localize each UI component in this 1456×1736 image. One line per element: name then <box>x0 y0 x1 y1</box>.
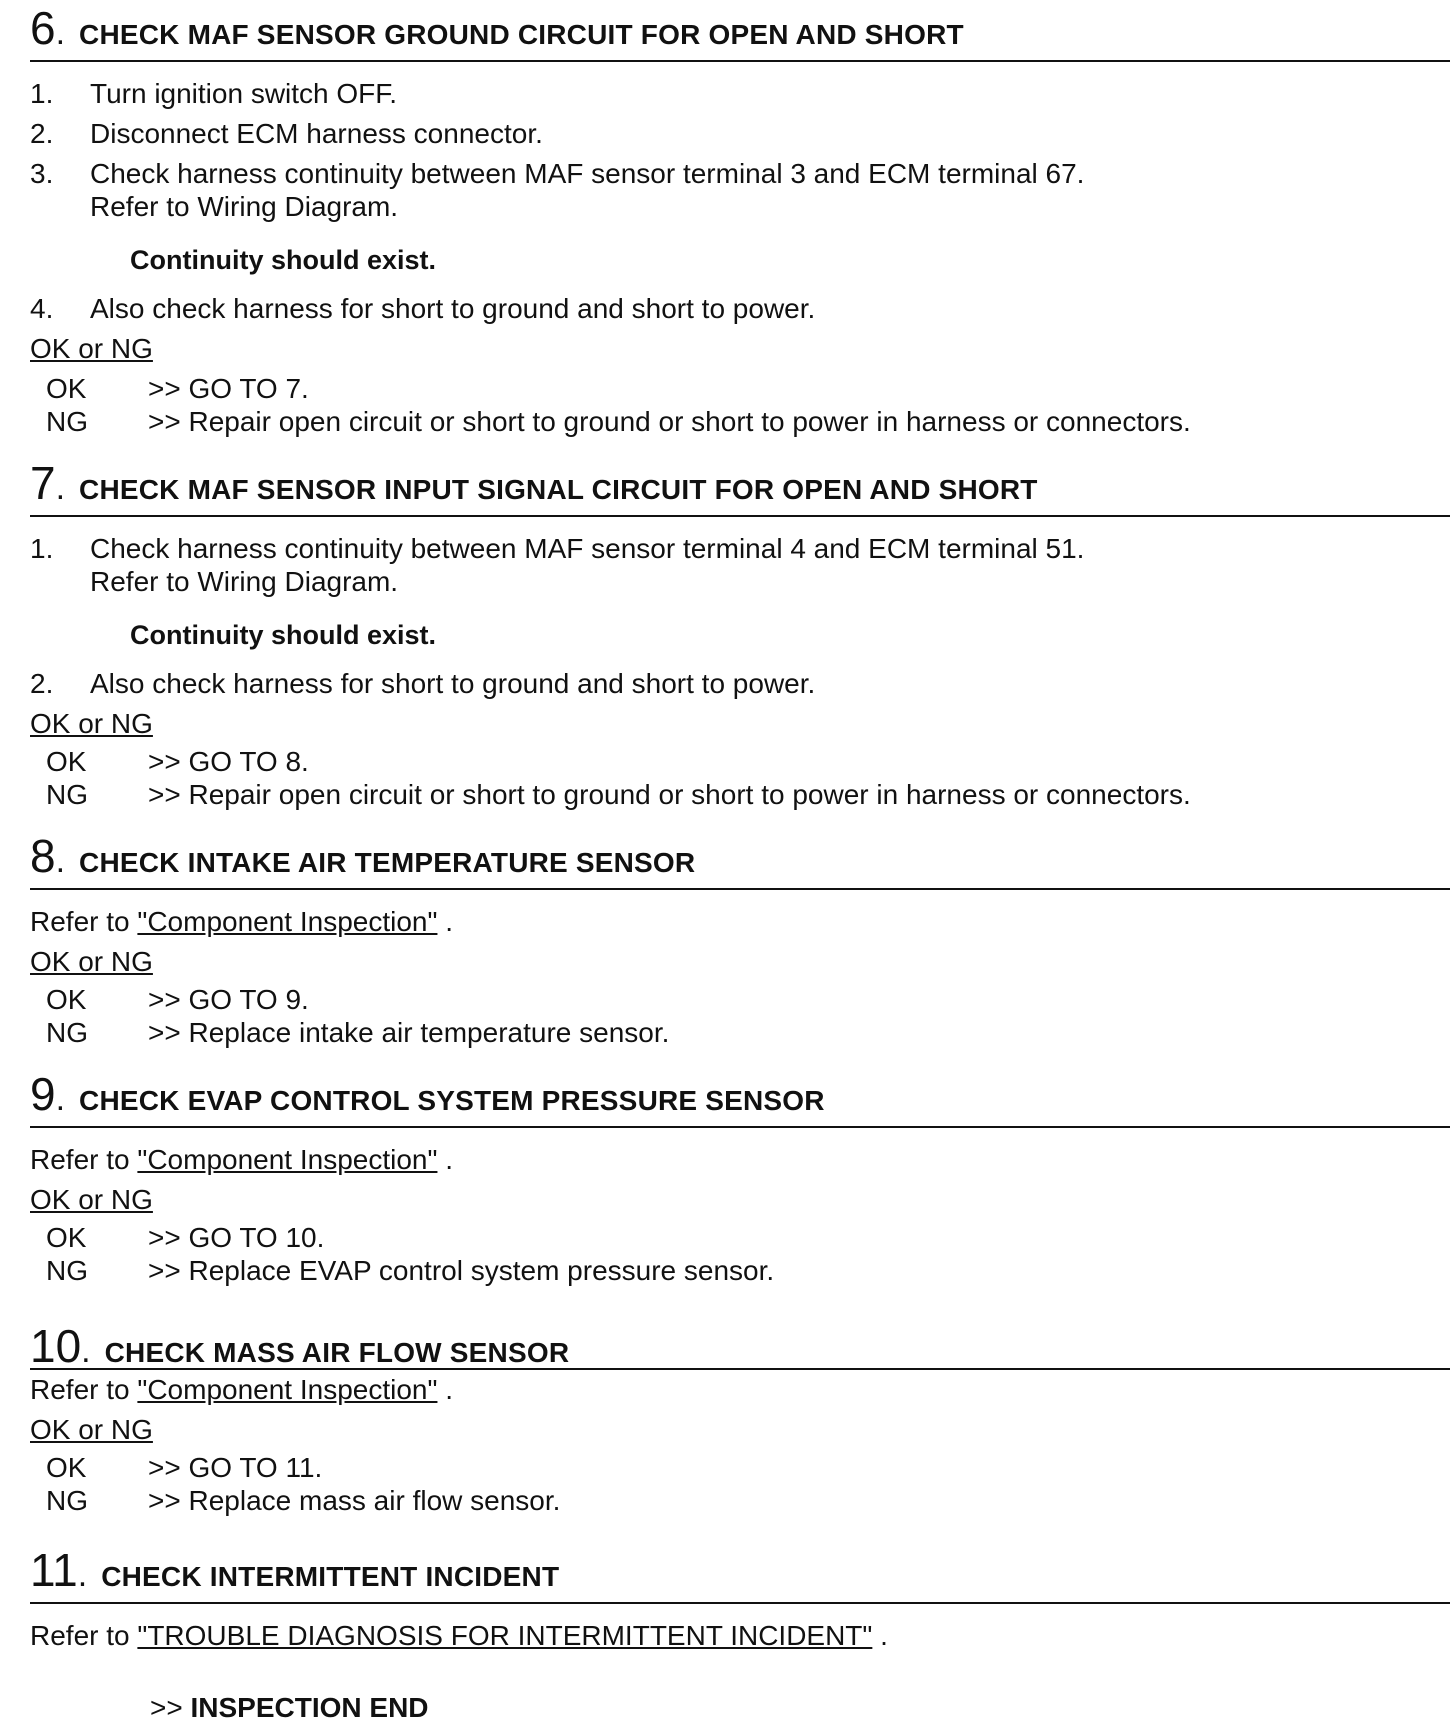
step-8-header: 8 . CHECK INTAKE AIR TEMPERATURE SENSOR <box>30 828 1450 890</box>
step-number: 11 <box>30 1544 78 1596</box>
step-8: 8 . CHECK INTAKE AIR TEMPERATURE SENSOR Refer to "Component Inspection" . OK or NG OK >> GO TO 9. NG >> Replace intake air temperature sensor. <box>30 828 1450 890</box>
step-number: 7 <box>30 457 56 509</box>
step-number: 9 <box>30 1068 56 1120</box>
component-inspection-link[interactable]: "Component Inspection" <box>137 1374 438 1405</box>
refer-line: Refer to "Component Inspection" . <box>30 1374 454 1405</box>
step-title: CHECK INTERMITTENT INCIDENT <box>101 1561 560 1592</box>
ok-or-ng-label: OK or NG <box>30 333 153 364</box>
step-11-header: 11 . CHECK INTERMITTENT INCIDENT <box>30 1542 1450 1604</box>
step-number: 10 <box>30 1320 82 1372</box>
step-7-header: 7 . CHECK MAF SENSOR INPUT SIGNAL CIRCUIT FOR OPEN AND SHORT <box>30 455 1450 517</box>
step-6-header: 6 . CHECK MAF SENSOR GROUND CIRCUIT FOR OPEN AND SHORT <box>30 0 1450 62</box>
step-9-header: 9 . CHECK EVAP CONTROL SYSTEM PRESSURE SENSOR <box>30 1066 1450 1128</box>
ok-or-ng-label: OK or NG <box>30 1414 153 1445</box>
step-9: 9 . CHECK EVAP CONTROL SYSTEM PRESSURE SENSOR Refer to "Component Inspection" . OK or NG OK >> GO TO 10. NG >> Replace EVAP control system pressure sensor. <box>30 1066 1450 1128</box>
step-7: 7 . CHECK MAF SENSOR INPUT SIGNAL CIRCUIT FOR OPEN AND SHORT 1. Check harness continuity between MAF sensor terminal 4 and ECM terminal 51. Refer to Wiring Diagram. Continuity should exist. 2. Also check harness for short to ground and short to power. OK or NG OK >> GO TO 8. NG >> Repair open circuit or short to ground or short to power in harness or connectors. <box>30 455 1450 517</box>
step-11 <box>30 1542 1450 1651</box>
ok-or-ng-label: OK or NG <box>30 1184 153 1215</box>
step-6: 6 . CHECK MAF SENSOR GROUND CIRCUIT FOR OPEN AND SHORT 1. Turn ignition switch OFF. 2. Disconnect ECM harness connector. 3. Check harness continuity between MAF sensor terminal 3 and ECM terminal 67. Refer to Wiring Diagram. Continuity should exist. 4. Also check harness for short to ground and short to power. OK or NG OK >> GO TO 7. NG >> Repair open circuit or short to ground or short to power in harness or connectors. <box>30 0 1450 62</box>
step-title: CHECK MAF SENSOR INPUT SIGNAL CIRCUIT FOR OPEN AND SHORT <box>79 474 1038 505</box>
step-title: CHECK EVAP CONTROL SYSTEM PRESSURE SENSOR <box>79 1085 825 1116</box>
step-title: CHECK MASS AIR FLOW SENSOR <box>104 1337 570 1368</box>
refer-line: Refer to "TROUBLE DIAGNOSIS FOR INTERMITTENT INCIDENT" . <box>30 1620 888 1651</box>
inspection-end: >> INSPECTION END <box>150 1692 429 1723</box>
ok-or-ng-label: OK or NG <box>30 946 153 977</box>
step-number: 6 <box>30 2 56 54</box>
refer-line: Refer to "Component Inspection" . <box>30 1144 454 1175</box>
step-title: CHECK INTAKE AIR TEMPERATURE SENSOR <box>79 847 696 878</box>
refer-line: Refer to "Component Inspection" . <box>30 906 454 937</box>
intermittent-incident-link[interactable]: "TROUBLE DIAGNOSIS FOR INTERMITTENT INCIDENT" <box>137 1620 873 1651</box>
component-inspection-link[interactable]: "Component Inspection" <box>137 906 438 937</box>
component-inspection-link[interactable]: "Component Inspection" <box>137 1144 438 1175</box>
step-10-header: 10 . CHECK MASS AIR FLOW SENSOR <box>30 1318 1450 1370</box>
continuity-note: Continuity should exist. <box>130 245 437 275</box>
ok-or-ng-label: OK or NG <box>30 708 153 739</box>
step-10: 10 . CHECK MASS AIR FLOW SENSOR Refer to "Component Inspection" . OK or NG OK >> GO TO 11. NG >> Replace mass air flow sensor. <box>30 1318 1450 1370</box>
step-number: 8 <box>30 830 56 882</box>
continuity-note: Continuity should exist. <box>130 620 437 650</box>
step-title: CHECK MAF SENSOR GROUND CIRCUIT FOR OPEN AND SHORT <box>79 19 964 50</box>
